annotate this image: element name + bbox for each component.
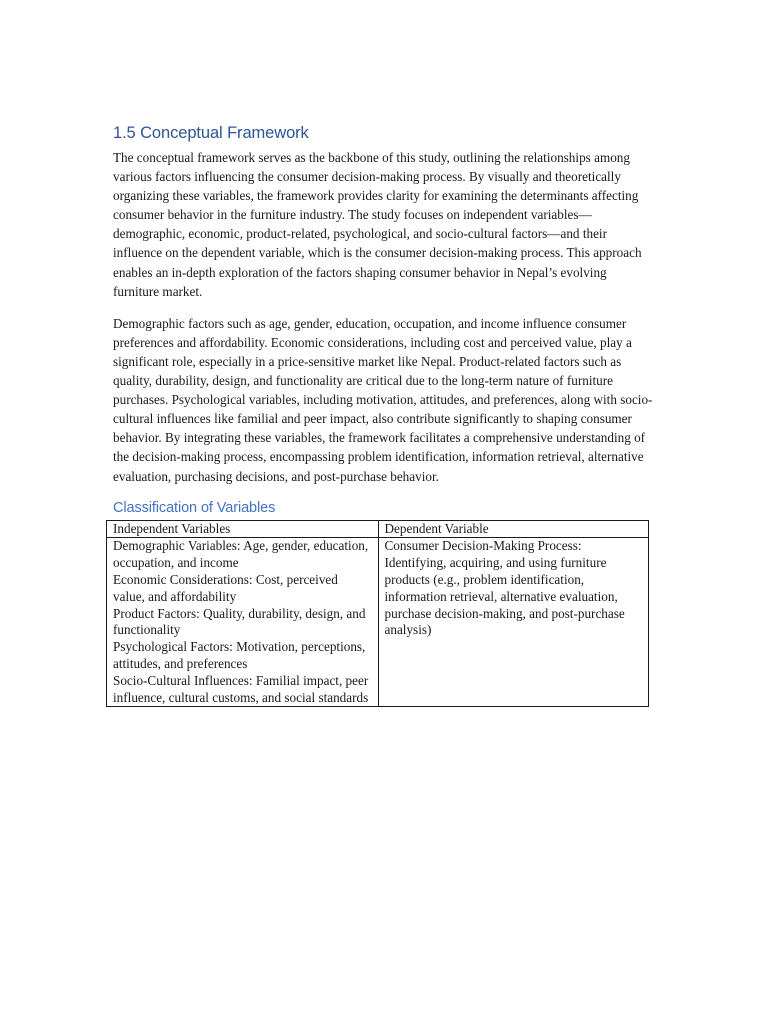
table-header-row bbox=[107, 520, 649, 538]
paragraph-factors: Demographic factors such as age, gender, education, occupation, and income influence consumer preferences and affordability. Economic considerations, including cost and perceived value, play a significant role, especially in a price-sensitive market like Nepal. Product-related factors such as quality, durability, design, and functionality are critical due to the long-term nature of furniture purchases. Psychological variables, including motivation, attitudes, and preferences, along with socio-cultural influences like familial and peer impact, also contribute significantly to shaping consumer behavior. By integrating these variables, the framework facilitates a comprehensive understanding of the decision-making process, encompassing problem identification, information retrieval, alternative evaluation, purchasing decisions, and post-purchase behavior. bbox=[113, 315, 653, 484]
independent-product: Product Factors: Quality, durability, design, and functionality bbox=[113, 605, 366, 638]
dependent-variable-cell: Consumer Decision-Making Process: Identifying, acquiring, and using furniture products (e.g., problem identification, information retrieval, alternative evaluation, purchase decision-making, and post-purchase analysis) bbox=[378, 538, 649, 707]
independent-economic: Economic Considerations: Cost, perceived value, and affordability bbox=[113, 571, 338, 604]
independent-psychological: Psychological Factors: Motivation, perceptions, attitudes, and preferences bbox=[113, 639, 366, 671]
independent-demographic: Demographic Variables: Age, gender, education, occupation, and income bbox=[113, 538, 369, 571]
independent-socio-cultural: Socio-Cultural Influences: Familial impact, peer influence, cultural customs, and social standards bbox=[113, 672, 369, 705]
document-page bbox=[113, 124, 653, 707]
independent-variables-cell bbox=[107, 538, 379, 707]
table-row bbox=[107, 538, 649, 707]
paragraph-intro: The conceptual framework serves as the backbone of this study, outlining the relationships among various factors influencing the consumer decision-making process. By visually and theoretically organizing these variables, the framework provides clarity for examining the determinants affecting consumer behavior in the furniture industry. The study focuses on independent variables—demographic, economic, product-related, psychological, and socio-cultural factors—and their influence on the dependent variable, which is the consumer decision-making process. This approach enables an in-depth exploration of the factors shaping consumer behavior in Nepal’s evolving furniture market. bbox=[113, 150, 642, 299]
variables-table bbox=[106, 520, 649, 708]
header-independent: Independent Variables bbox=[107, 520, 379, 538]
header-dependent: Dependent Variable bbox=[378, 520, 649, 538]
section-heading: 1.5 Conceptual Framework bbox=[113, 124, 309, 142]
classification-heading: Classification of Variables bbox=[113, 499, 276, 516]
